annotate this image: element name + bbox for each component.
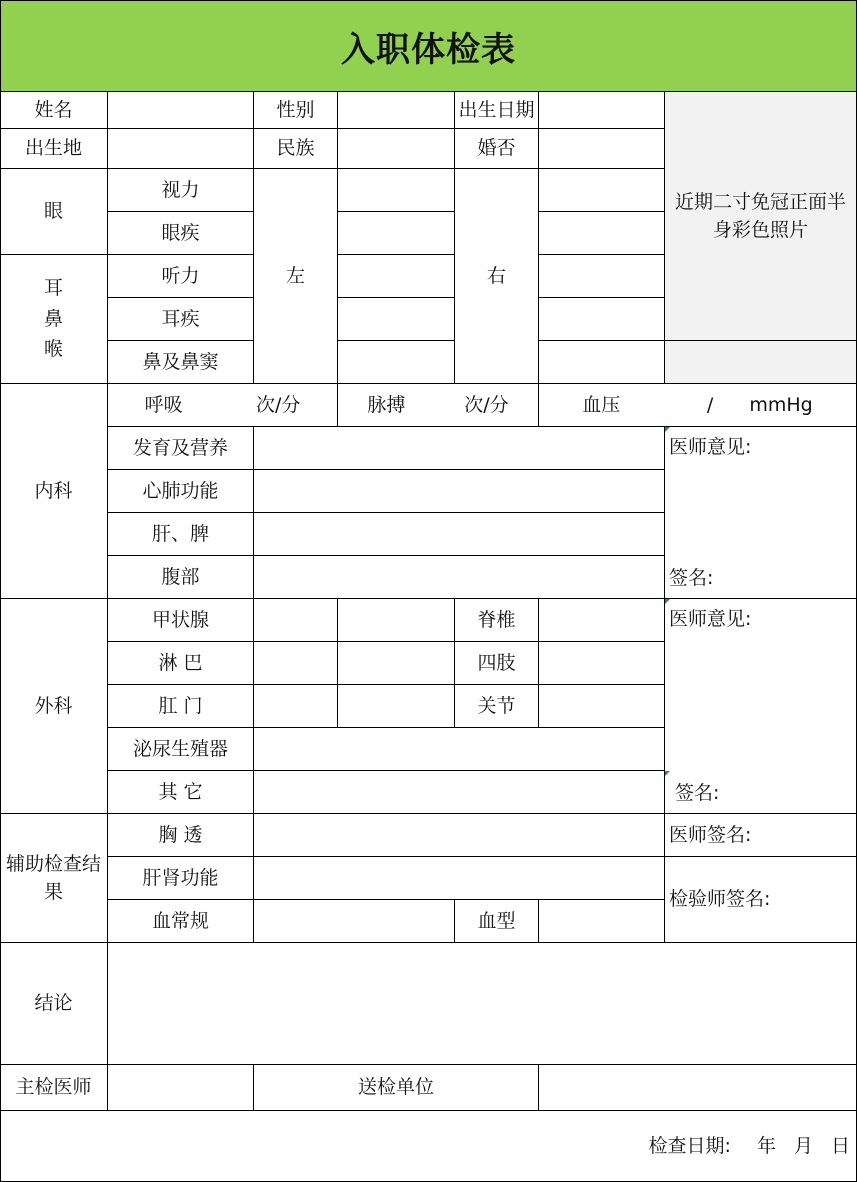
- internal-opinion-box[interactable]: [665, 427, 857, 599]
- field-unit[interactable]: [539, 1065, 857, 1111]
- field-urogenital[interactable]: [254, 728, 665, 771]
- field-lymph-a[interactable]: [254, 642, 338, 685]
- field-spine[interactable]: [539, 599, 665, 642]
- field-other[interactable]: [254, 771, 665, 814]
- label-bp-sep: /: [706, 393, 714, 416]
- label-breath-unit: 次/分: [255, 393, 301, 416]
- label-aux: 辅助检查结果: [0, 814, 108, 943]
- field-limbs[interactable]: [539, 642, 665, 685]
- label-hearing: 听力: [108, 255, 254, 298]
- label-ent-throat: 喉: [43, 338, 63, 361]
- label-exam-date: 检查日期:: [648, 1134, 731, 1157]
- label-anus: 肛 门: [108, 685, 254, 728]
- bp-cell[interactable]: [539, 384, 857, 427]
- label-spine: 脊椎: [455, 599, 539, 642]
- label-urogenital: 泌尿生殖器: [108, 728, 254, 771]
- field-birth-date[interactable]: [539, 92, 665, 129]
- field-conclusion[interactable]: [108, 943, 857, 1065]
- photo-box: 近期二寸免冠正面半身彩色照片: [665, 92, 857, 341]
- label-ethnicity: 民族: [254, 129, 338, 169]
- label-marital: 婚否: [455, 129, 539, 169]
- field-growth[interactable]: [254, 427, 665, 470]
- label-pulse: 脉搏: [367, 393, 406, 416]
- label-liver-kidney: 肝肾功能: [108, 857, 254, 900]
- label-lymph: 淋 巴: [108, 642, 254, 685]
- pulse-cell[interactable]: [338, 384, 539, 427]
- label-nose-sinus: 鼻及鼻窦: [108, 341, 254, 384]
- breath-cell[interactable]: [108, 384, 338, 427]
- label-bp: 血压: [582, 393, 621, 416]
- field-blood-routine[interactable]: [254, 900, 455, 943]
- comment-marker: [665, 427, 670, 432]
- field-thyroid-a[interactable]: [254, 599, 338, 642]
- label-year: 年: [756, 1134, 776, 1157]
- label-birthplace: 出生地: [0, 129, 108, 169]
- label-liver-spleen: 肝、脾: [108, 513, 254, 556]
- label-left: 左: [254, 169, 338, 384]
- label-surgery-opinion: 医师意见:: [669, 608, 752, 630]
- field-liver-spleen[interactable]: [254, 513, 665, 556]
- field-nose-right[interactable]: [539, 341, 665, 384]
- comment-marker: [665, 771, 670, 776]
- label-blood-routine: 血常规: [108, 900, 254, 943]
- label-month: 月: [793, 1134, 813, 1157]
- label-thyroid: 甲状腺: [108, 599, 254, 642]
- label-unit: 送检单位: [254, 1065, 539, 1111]
- field-blood-type[interactable]: [539, 900, 665, 943]
- field-ethnicity[interactable]: [338, 129, 455, 169]
- label-surgery: 外科: [0, 599, 108, 814]
- field-ear-disease-left[interactable]: [338, 298, 455, 341]
- photo-extra-cell: [665, 341, 857, 384]
- field-name[interactable]: [108, 92, 254, 129]
- label-ear-disease: 耳疾: [108, 298, 254, 341]
- field-nose-left[interactable]: [338, 341, 455, 384]
- label-vision: 视力: [108, 169, 254, 212]
- field-chief-doctor[interactable]: [108, 1065, 254, 1111]
- field-anus-a[interactable]: [254, 685, 338, 728]
- label-day: 日: [830, 1134, 850, 1157]
- label-right: 右: [455, 169, 539, 384]
- comment-marker: [665, 599, 670, 604]
- label-internal-sign: 签名:: [669, 566, 714, 589]
- label-ent-nose: 鼻: [43, 307, 63, 330]
- field-ear-disease-right[interactable]: [539, 298, 665, 341]
- field-vision-left[interactable]: [338, 169, 455, 212]
- surgery-opinion-box[interactable]: [665, 599, 857, 814]
- field-joints[interactable]: [539, 685, 665, 728]
- label-gender: 性别: [254, 92, 338, 129]
- lab-sign-cell[interactable]: 检验师签名:: [665, 857, 857, 943]
- field-hearing-right[interactable]: [539, 255, 665, 298]
- label-ent-ear: 耳: [43, 277, 63, 300]
- label-growth: 发育及营养: [108, 427, 254, 470]
- field-birthplace[interactable]: [108, 129, 254, 169]
- field-liver-kidney[interactable]: [254, 857, 665, 900]
- field-marital[interactable]: [539, 129, 665, 169]
- label-eye-disease: 眼疾: [108, 212, 254, 255]
- form-title: 入职体检表: [0, 0, 857, 92]
- label-surgery-sign: 签名:: [675, 781, 720, 804]
- label-chief-doctor: 主检医师: [0, 1065, 108, 1111]
- field-chest[interactable]: [254, 814, 665, 857]
- label-birth-date: 出生日期: [455, 92, 539, 129]
- label-eye: 眼: [0, 169, 108, 255]
- label-internal: 内科: [0, 384, 108, 599]
- label-ent: [0, 255, 108, 384]
- doctor-sign-cell[interactable]: 医师签名:: [665, 814, 857, 857]
- label-limbs: 四肢: [455, 642, 539, 685]
- field-eye-disease-left[interactable]: [338, 212, 455, 255]
- field-thyroid-b[interactable]: [338, 599, 455, 642]
- label-heart-lung: 心肺功能: [108, 470, 254, 513]
- label-bp-unit: mmHg: [749, 393, 813, 416]
- field-hearing-left[interactable]: [338, 255, 455, 298]
- label-blood-type: 血型: [455, 900, 539, 943]
- label-chest: 胸 透: [108, 814, 254, 857]
- label-conclusion: 结论: [0, 943, 108, 1065]
- field-eye-disease-right[interactable]: [539, 212, 665, 255]
- field-vision-right[interactable]: [539, 169, 665, 212]
- field-lymph-b[interactable]: [338, 642, 455, 685]
- field-gender[interactable]: [338, 92, 455, 129]
- label-other: 其 它: [108, 771, 254, 814]
- label-internal-opinion: 医师意见:: [669, 436, 752, 458]
- field-abdomen[interactable]: [254, 556, 665, 599]
- label-breath: 呼吸: [144, 393, 183, 416]
- field-heart-lung[interactable]: [254, 470, 665, 513]
- label-pulse-unit: 次/分: [464, 393, 509, 416]
- exam-date-row[interactable]: [0, 1111, 857, 1182]
- field-anus-b[interactable]: [338, 685, 455, 728]
- label-name: 姓名: [0, 92, 108, 129]
- label-joints: 关节: [455, 685, 539, 728]
- label-abdomen: 腹部: [108, 556, 254, 599]
